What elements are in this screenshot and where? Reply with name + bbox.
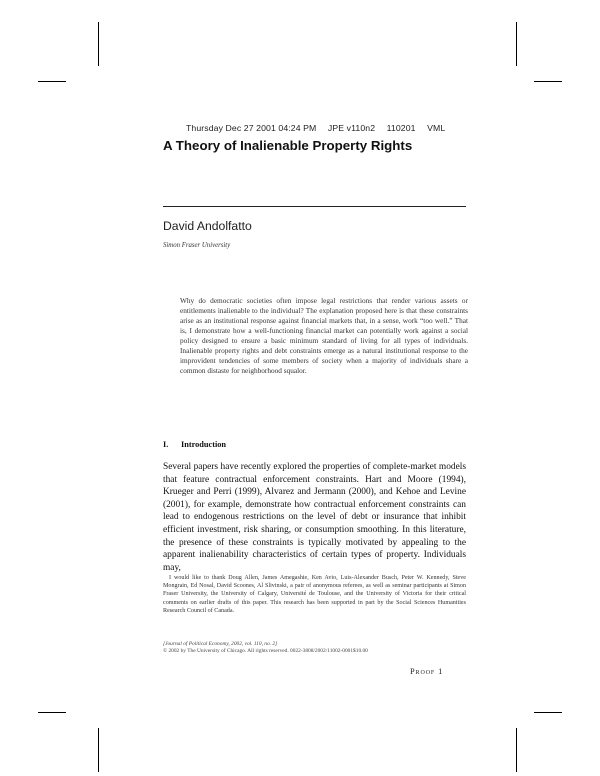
- paper-title: A Theory of Inalienable Property Rights: [163, 138, 413, 153]
- header-date: Thursday Dec 27 2001 04:24 PM: [186, 123, 317, 133]
- header-journal-code: JPE v110n2: [327, 123, 376, 133]
- author-affiliation: Simon Fraser University: [163, 242, 231, 249]
- publication-info: [163, 641, 466, 655]
- title-rule: [163, 206, 466, 207]
- section-title: Introduction: [181, 440, 227, 449]
- running-header: [186, 123, 486, 133]
- crop-mark-top-right-vertical: [516, 22, 517, 66]
- body-paragraph: Several papers have recently explored the properties of complete-market models that feature contractual enforcement constraints. Hart and Moore (1994), Krueger and Perri (1999), Alvarez and Jermann (2000), and Kehoe and Levine (2001), for example, demonstrate how contractual enforcement constraints can lead to endogenous restrictions on the level of debt or insurance that inhibit efficient investment, risk sharing, or consumption smoothing. In this literature, the presence of these constraints is typically motivated by appealing to the apparent inalienability characteristics of certain types of property. Individuals may,: [163, 462, 466, 573]
- crop-mark-top-left-vertical: [98, 22, 99, 66]
- crop-mark-bottom-left-horizontal: [38, 712, 66, 713]
- header-file-code: 110201: [386, 123, 416, 133]
- header-format: VML: [427, 123, 446, 133]
- crop-mark-bottom-right-vertical: [516, 728, 517, 772]
- acknowledgment-footnote: I would like to thank Doug Allen, James Amegashie, Ken Avio, Luis-Alexander Busch, Peter W. Kennedy, Steve Mongrain, Ed Nosal, David Scoones, Al Slivinski, a pair of anonymous referees, as well as seminar participants at Simon Fraser University, the University of Calgary, Université de Toulouse, and the University of Victoria for their critical comments on earlier drafts of this paper. This research has been supported in part by the Social Sciences Humanities Research Council of Canada.: [163, 575, 466, 614]
- abstract: Why do democratic societies often impose legal restrictions that render various assets or entitlements inalienable to the individual? The explanation proposed here is that these constraints arise as an institutional response against financial markets that, in a sense, work “too well.” That is, I demonstrate how a well-functioning financial market can potentially work against a social policy designed to ensure a basic minimum standard of living for all types of individuals. Inalienable property rights and debt constraints emerge as a natural institutional response to the improvident tendencies of some members of society when a majority of individuals share a common distaste for neighborhood squalor.: [180, 296, 468, 375]
- page-label: Proof 1: [410, 667, 444, 676]
- copyright-line: © 2002 by The University of Chicago. All rights reserved. 0022-3808/2002/11002-0001$10.00: [163, 648, 368, 655]
- crop-mark-top-left-horizontal: [38, 81, 66, 82]
- section-heading: [163, 440, 226, 449]
- crop-mark-bottom-left-vertical: [98, 728, 99, 772]
- section-number: I.: [163, 440, 169, 449]
- author-name: David Andolfatto: [163, 219, 252, 233]
- crop-mark-top-right-horizontal: [534, 81, 562, 82]
- crop-mark-bottom-right-horizontal: [534, 712, 562, 713]
- journal-citation: [Journal of Political Economy, 2002, vol. 110, no. 2]: [163, 641, 278, 647]
